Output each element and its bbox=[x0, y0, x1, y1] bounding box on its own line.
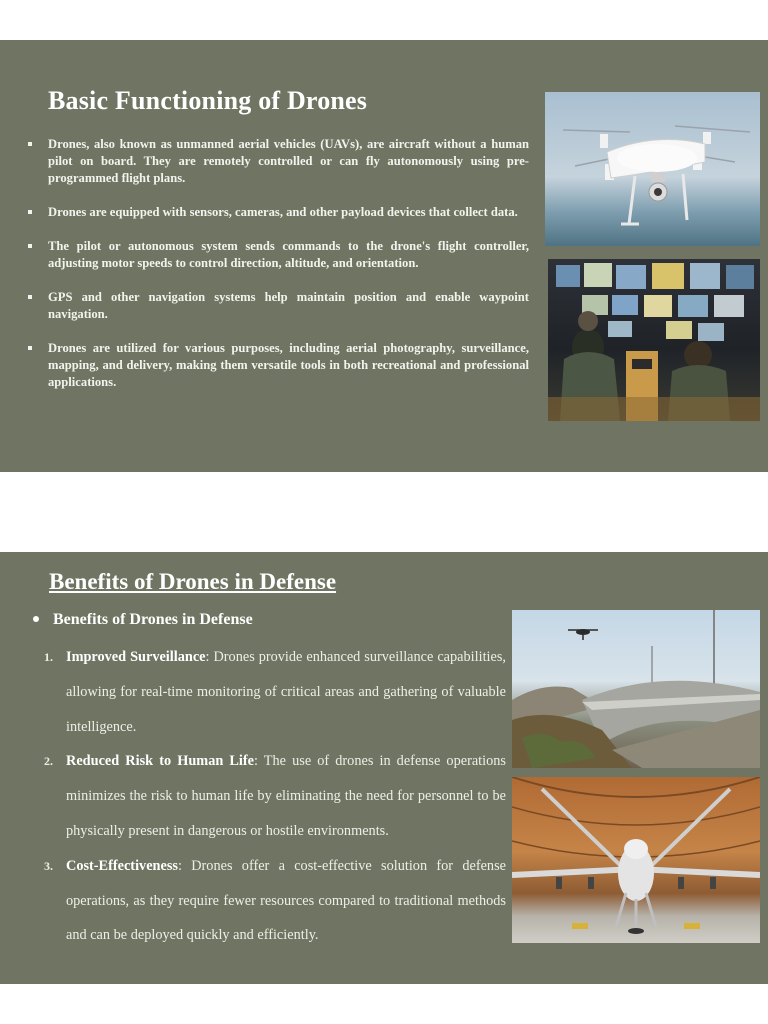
bullet-list bbox=[28, 136, 529, 408]
bullet-text: GPS and other navigation systems help maintain position and enable waypoint navigation. bbox=[48, 290, 529, 321]
square-bullet-icon bbox=[28, 244, 32, 248]
bullet-item bbox=[28, 289, 529, 323]
control-room-illustration bbox=[548, 259, 760, 421]
item-number: 2. bbox=[44, 754, 53, 769]
item-term: Reduced Risk to Human Life bbox=[66, 753, 254, 770]
reaper-drone-hangar-photo bbox=[512, 777, 760, 943]
subheading bbox=[33, 611, 253, 629]
slide-basic-functioning bbox=[0, 40, 768, 472]
list-item bbox=[30, 849, 506, 953]
square-bullet-icon bbox=[28, 346, 32, 350]
square-bullet-icon bbox=[28, 210, 32, 214]
bullet-text: Drones are utilized for various purposes, including aerial photography, surveillance, mapping, and delivery, making them versatile tools in both recreational and professional applications. bbox=[48, 341, 529, 389]
bullet-text: Drones are equipped with sensors, cameras, and other payload devices that collect data. bbox=[48, 205, 518, 219]
quadcopter-drone-photo bbox=[545, 92, 760, 246]
slide-title: Basic Functioning of Drones bbox=[48, 86, 368, 115]
bullet-text: Drones, also known as unmanned aerial vehicles (UAVs), are aircraft without a human pilot on board. They are remotely controlled or can fly autonomously using pre-programmed flight plans. bbox=[48, 137, 529, 185]
border-wall-illustration bbox=[512, 610, 760, 768]
bullet-item bbox=[28, 238, 529, 272]
item-text: : The use of drones in defense operations minimizes the risk to human life by eliminating the need for personnel to be physically present in dangerous or hostile environments. bbox=[66, 753, 506, 839]
bullet-item bbox=[28, 136, 529, 187]
numbered-list bbox=[30, 640, 506, 953]
bullet-text: The pilot or autonomous system sends commands to the drone's flight controller, adjusting motor speeds to control direction, altitude, and orientation. bbox=[48, 239, 529, 270]
item-number: 1. bbox=[44, 650, 53, 664]
square-bullet-icon bbox=[28, 295, 32, 299]
slide-benefits-defense bbox=[0, 552, 768, 984]
reaper-drone-illustration bbox=[512, 777, 760, 943]
item-text: : Drones provide enhanced surveillance capabilities, allowing for real-time monitoring of critical areas and gathering of valuable intelligence. bbox=[66, 649, 507, 735]
bullet-item bbox=[28, 340, 529, 391]
subheading-text: Benefits of Drones in Defense bbox=[53, 611, 253, 628]
drone-illustration bbox=[545, 92, 760, 246]
item-term: Cost-Effectiveness bbox=[66, 857, 178, 874]
drone-control-room-photo bbox=[548, 259, 760, 421]
square-bullet-icon bbox=[28, 142, 32, 146]
item-number: 3. bbox=[44, 858, 53, 873]
list-item bbox=[30, 744, 506, 848]
list-item bbox=[30, 640, 506, 744]
item-term: Improved Surveillance bbox=[66, 649, 206, 665]
bullet-item bbox=[28, 204, 529, 221]
slide-title: Benefits of Drones in Defense bbox=[49, 569, 337, 594]
item-text: : Drones offer a cost-effective solution for defense operations, as they require fewer resources compared to traditional methods and can be deployed quickly and efficiently. bbox=[66, 857, 506, 944]
border-surveillance-drone-photo bbox=[512, 610, 760, 768]
round-bullet-icon bbox=[33, 616, 39, 622]
